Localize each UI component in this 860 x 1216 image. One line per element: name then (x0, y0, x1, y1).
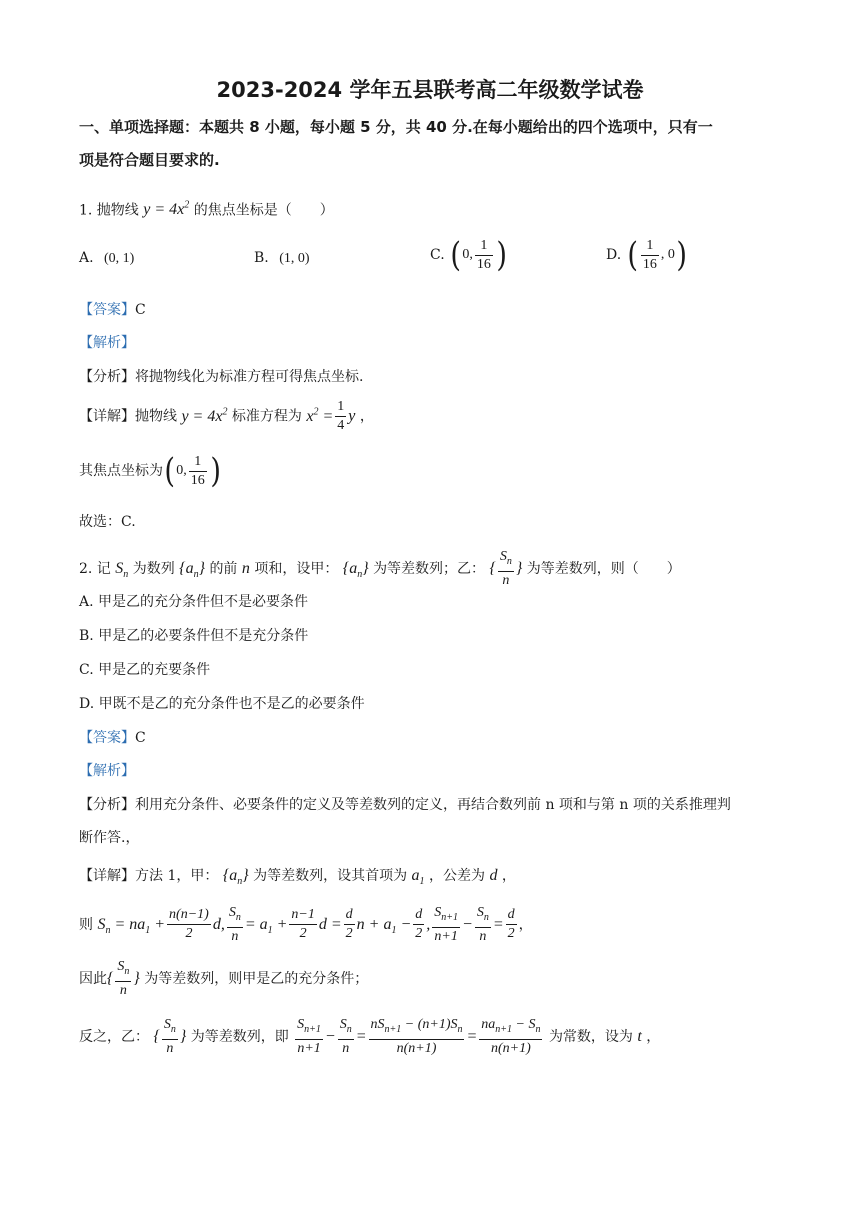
q1-stem: 1. 抛物线 $y = 4x^2$ 的焦点坐标是（ ） (79, 200, 334, 219)
q2-option-b: B. 甲是乙的必要条件但不是充分条件 (79, 628, 309, 644)
q1-option-d: D. ( $\frac{1}{16}$ , 0) (606, 235, 687, 275)
q1-answer: 【答案】C (79, 302, 146, 318)
q1-equation: $y = 4x^2$ (143, 200, 190, 219)
q2-formula-line: 则 $S_n = na_1$ + $\frac{n(n-1)}{2}$ d, $\frac{S_n}{n}$ = $a_1$ + $\frac{n-1}{2}$ d = $\frac{d}{2}$ $n + a_1$ − $\frac{d}{2}$ , $\frac{S_{n+1}}{n+1}$ − $\frac{S_n}{n}$ = $\frac{d}{2}$ ， (79, 905, 533, 944)
page-title: 2023-2024 学年五县联考高二年级数学试卷 (216, 78, 644, 102)
q1-option-a: A. (0, 1) (79, 250, 135, 266)
q2-converse: 反之，乙： { $\frac{S_n}{n}$ } 为等差数列，即 $\frac{S_{n+1}}{n+1}$ − $\frac{S_n}{n}$ = $\frac{nS_{n+1} - (n+1)S_n}{n(n+1)}$ = $\frac{na_{n+1} - S_n}{n(n+1)}$ 为常数，设为 t ， (79, 1017, 661, 1056)
q1-fenxi: 【分析】将抛物线化为标准方程可得焦点坐标. (79, 369, 364, 385)
q1-focus: 其焦点坐标为(0, $\frac{1}{16}$ ) (79, 451, 221, 491)
q2-option-a: A. 甲是乙的充分条件但不是必要条件 (79, 594, 309, 610)
q1-option-b: B. (1, 0) (254, 250, 310, 266)
q2-option-d: D. 甲既不是乙的充分条件也不是乙的必要条件 (79, 696, 365, 712)
q2-therefore: 因此{ $\frac{S_n}{n}$ } 为等差数列，则甲是乙的充分条件； (79, 959, 369, 998)
q1-conclusion: 故选：C. (79, 514, 136, 530)
q1-option-c: C. (0, $\frac{1}{16}$ ) (430, 235, 507, 275)
q2-stem: 2. 记 $S_n$ 为数列 $\{a_n\}$ 的前 n 项和，设甲： $\{a_n\}$ 为等差数列；乙： { $\frac{S_n}{n}$ } 为等差数列，则（ ） (79, 549, 681, 588)
q2-answer: 【答案】C (79, 730, 146, 746)
q1-analysis-tag: 【解析】 (79, 335, 135, 351)
q2-analysis-tag: 【解析】 (79, 763, 135, 779)
q2-detail-method1: 【详解】方法 1，甲： $\{a_n\}$ 为等差数列，设其首项为 $a_1$ ，公差为 d ， (79, 867, 516, 888)
q1-detail: 【详解】抛物线 $y = 4x^2$ 标准方程为 $x^2$ = $\frac{1}{4}$ y ， (79, 399, 374, 433)
section-heading-line1: 一、单项选择题：本题共 8 小题，每小题 5 分，共 40 分.在每小题给出的四个选项中，只有一 (79, 118, 713, 136)
section-heading-line2: 项是符合题目要求的. (79, 151, 220, 169)
q2-option-c: C. 甲是乙的充要条件 (79, 662, 211, 678)
q2-fenxi-line2: 断作答.， (79, 830, 140, 846)
q2-fenxi-line1: 【分析】利用充分条件、必要条件的定义及等差数列的定义，再结合数列前 n 项和与第 n 项的关系推理判 (79, 797, 731, 813)
